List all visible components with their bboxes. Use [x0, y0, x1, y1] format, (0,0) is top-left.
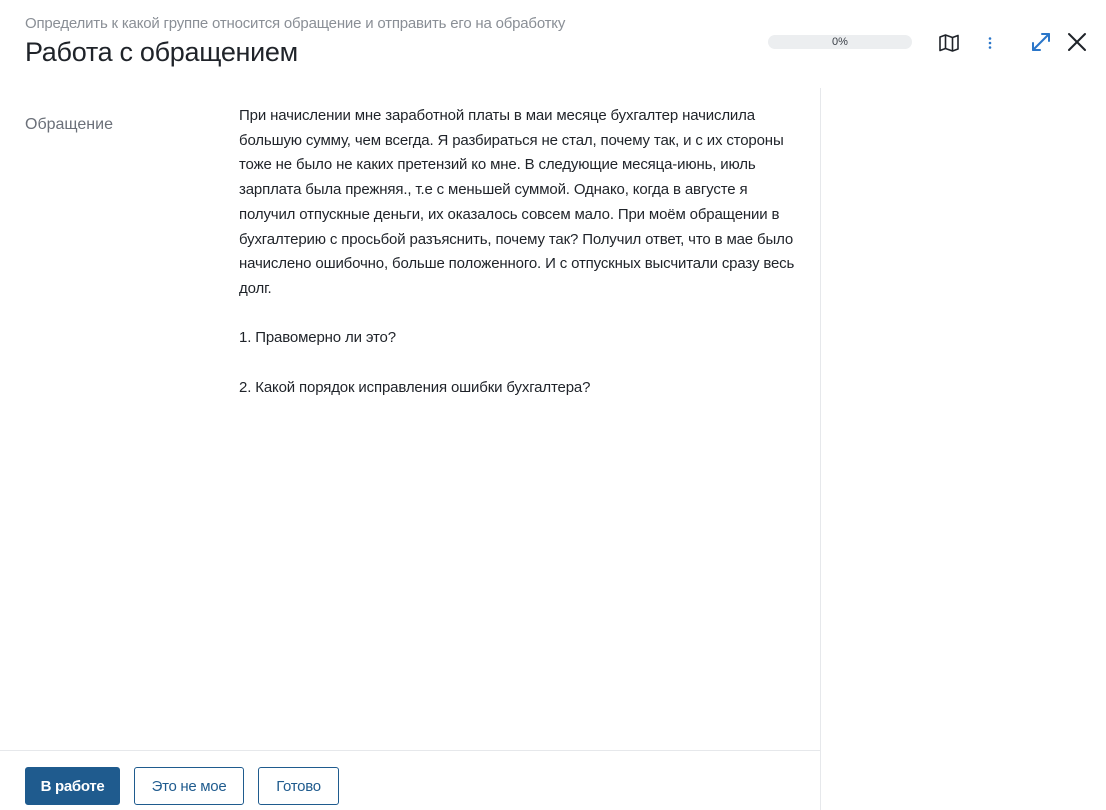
not-mine-button[interactable]: Это не мое [134, 767, 244, 805]
side-panel [820, 88, 1106, 810]
request-paragraph: При начислении мне заработной платы в маи месяце бухгалтер начислила большую сумму, чем всегда. Я разбираться не стал, почему так, и с их стороны тоже не было не каких претензий ко мне. В следующие месяца-июнь, июль зарплата была прежняя., т.е с меньшей суммой. Однако, когда в августе я получил отпускные деньги, их оказалось совсем мало. При моём обращении в бухгалтерию с просьбой разъяснить, почему так? Получил ответ, что в мае было начислено ошибочно, больше положенного. И с отпускных высчитали сразу весь долг. [239, 107, 795, 297]
expand-icon[interactable] [1026, 27, 1056, 57]
task-subtitle: Определить к какой группе относится обращение и отправить его на обработку [25, 15, 566, 32]
action-footer [0, 750, 820, 810]
more-vertical-icon[interactable] [980, 29, 1000, 57]
done-button[interactable]: Готово [258, 767, 339, 805]
in-progress-button[interactable]: В работе [25, 767, 120, 805]
progress-bar [768, 35, 912, 49]
field-label: Обращение [25, 116, 113, 133]
request-question-1: 1. Правомерно ли это? [239, 329, 396, 347]
map-icon[interactable] [934, 29, 964, 57]
form-content [0, 88, 820, 750]
task-header [0, 0, 1106, 88]
request-text [239, 104, 799, 400]
page-title: Работа с обращением [25, 37, 298, 67]
progress-label: 0% [832, 36, 848, 48]
request-question-2: 2. Какой порядок исправления ошибки бухгалтера? [239, 378, 591, 396]
close-icon[interactable] [1062, 27, 1092, 57]
